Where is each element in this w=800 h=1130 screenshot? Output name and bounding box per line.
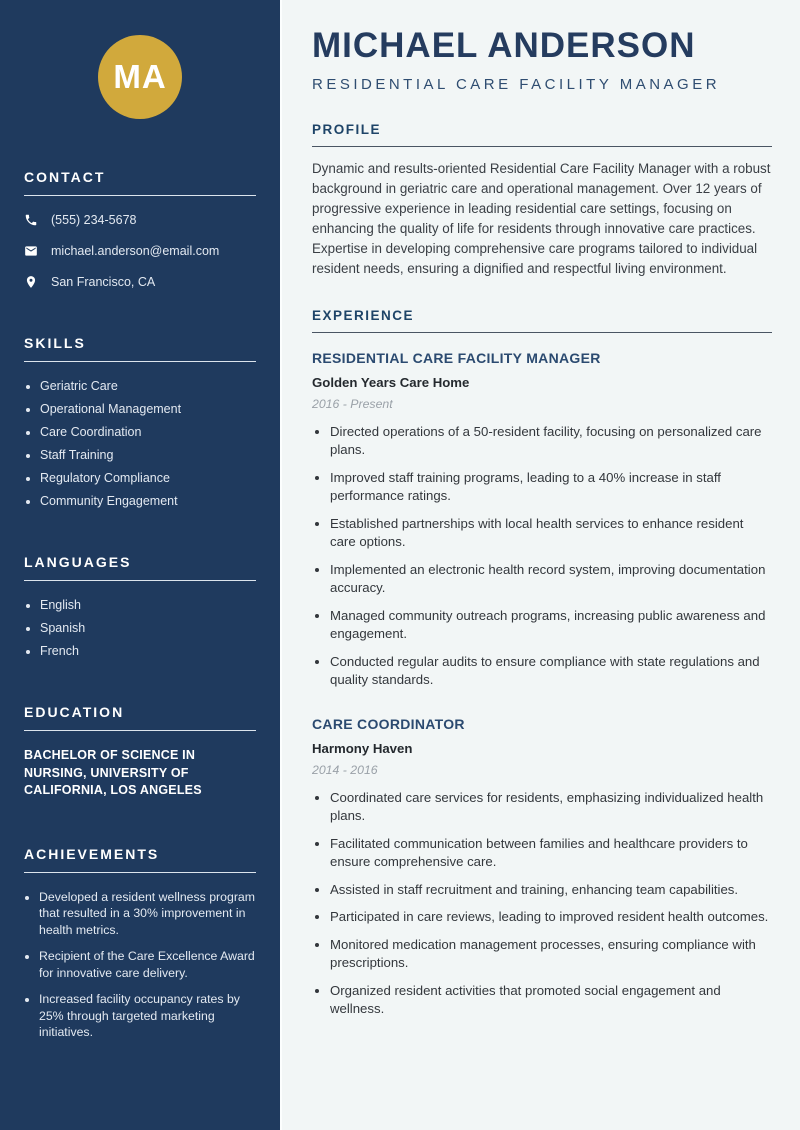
languages-section-title: LANGUAGES — [24, 554, 132, 570]
job-role: CARE COORDINATOR — [312, 715, 465, 732]
skills-section — [24, 335, 256, 508]
job-bullet: • Monitored medication management processes, ensuring compliance with prescriptions. — [330, 936, 772, 973]
profile-divider — [312, 146, 772, 147]
profile-section-title: PROFILE — [312, 121, 382, 137]
education-degree: BACHELOR OF SCIENCE IN NURSING, UNIVERSITY OF CALIFORNIA, LOS ANGELES — [24, 748, 202, 797]
languages-list — [24, 598, 256, 658]
job-role: RESIDENTIAL CARE FACILITY MANAGER — [312, 349, 601, 366]
skill-item: • Regulatory Compliance — [40, 471, 256, 485]
job-bullet: • Implemented an electronic health record system, improving documentation accuracy. — [330, 561, 772, 598]
languages-section — [24, 554, 256, 658]
education-divider — [24, 730, 256, 731]
skills-section-title: SKILLS — [24, 335, 86, 351]
job-entry-2 — [312, 716, 772, 1019]
contact-row-email — [24, 244, 256, 258]
profile-section — [312, 122, 772, 279]
contact-divider — [24, 195, 256, 196]
contact-section — [24, 169, 256, 289]
job-bullet: • Directed operations of a 50-resident facility, focusing on personalized care plans. — [330, 423, 772, 460]
job-bullet: • Managed community outreach programs, increasing public awareness and engagement. — [330, 607, 772, 644]
contact-list — [24, 213, 256, 289]
skills-list — [24, 379, 256, 508]
job-company: Harmony Haven — [312, 740, 413, 756]
job-dates: 2016 - Present — [312, 396, 393, 411]
achievement-item: • Developed a resident wellness program that resulted in a 30% improvement in health metrics. — [39, 889, 256, 939]
education-section-title: EDUCATION — [24, 704, 125, 720]
job-company: Golden Years Care Home — [312, 374, 470, 390]
job-bullet: • Facilitated communication between families and healthcare providers to ensure comprehensive care. — [330, 835, 772, 872]
person-name: MICHAEL ANDERSON — [312, 26, 696, 65]
skills-divider — [24, 361, 256, 362]
job-bullet: • Coordinated care services for residents, emphasizing individualized health plans. — [330, 789, 772, 826]
phone-icon — [24, 213, 38, 227]
languages-divider — [24, 580, 256, 581]
job-bullet: • Improved staff training programs, leading to a 40% increase in staff performance ratings. — [330, 469, 772, 506]
language-item: • English — [40, 598, 256, 612]
job-bullet: • Established partnerships with local health services to enhance resident care options. — [330, 515, 772, 552]
achievements-section-title: ACHIEVEMENTS — [24, 845, 160, 862]
person-title: RESIDENTIAL CARE FACILITY MANAGER — [312, 75, 721, 93]
skill-item: • Staff Training — [40, 448, 256, 462]
skill-item: • Care Coordination — [40, 425, 256, 439]
experience-section — [312, 308, 772, 1019]
job-bullet: • Organized resident activities that promoted social engagement and wellness. — [330, 982, 772, 1019]
email-icon — [24, 244, 38, 258]
avatar-initials: MA — [113, 58, 167, 95]
achievements-section — [24, 846, 256, 1041]
job-dates: 2014 - 2016 — [312, 762, 378, 777]
contact-row-location — [24, 275, 256, 289]
profile-text: Dynamic and results-oriented Residential Care Facility Manager with a robust background in geriatric care and operational management. Over 12 years of progressive experience in leading residential care settings, focusing on enhancing the quality of life for residents through innovative care practices. Expertise in developing comprehensive care programs tailored to individual resident needs, ensuring a dignified and respectful living environment. — [312, 160, 771, 276]
contact-phone-text: (555) 234-5678 — [51, 213, 137, 227]
achievements-list — [24, 889, 256, 1041]
job-bullet: • Conducted regular audits to ensure compliance with state regulations and quality standards. — [330, 653, 772, 690]
contact-row-phone — [24, 213, 256, 227]
achievement-item: • Increased facility occupancy rates by 25% through targeted marketing initiatives. — [39, 991, 256, 1041]
job-bullet: • Assisted in staff recruitment and training, enhancing team capabilities. — [330, 881, 772, 900]
achievement-item: • Recipient of the Care Excellence Award for innovative care delivery. — [39, 948, 256, 981]
experience-section-title: EXPERIENCE — [312, 307, 415, 323]
main-content — [280, 0, 800, 1130]
skill-item: • Geriatric Care — [40, 379, 256, 393]
job-bullet: • Participated in care reviews, leading to improved resident health outcomes. — [330, 908, 772, 927]
location-icon — [24, 275, 38, 289]
job-bullets-list — [312, 789, 772, 1019]
resume-header — [312, 28, 772, 93]
job-bullets-list — [312, 423, 772, 690]
sidebar — [0, 0, 280, 1130]
avatar — [98, 35, 182, 119]
skill-item: • Operational Management — [40, 402, 256, 416]
contact-section-title: CONTACT — [24, 169, 106, 185]
education-section — [24, 704, 256, 800]
job-entry-1 — [312, 350, 772, 690]
skill-item: • Community Engagement — [40, 494, 256, 508]
language-item: • Spanish — [40, 621, 256, 635]
achievements-divider — [24, 872, 256, 873]
experience-divider — [312, 332, 772, 333]
contact-location-text: San Francisco, CA — [51, 275, 156, 289]
contact-email-text: michael.anderson@email.com — [51, 244, 220, 258]
language-item: • French — [40, 644, 256, 658]
